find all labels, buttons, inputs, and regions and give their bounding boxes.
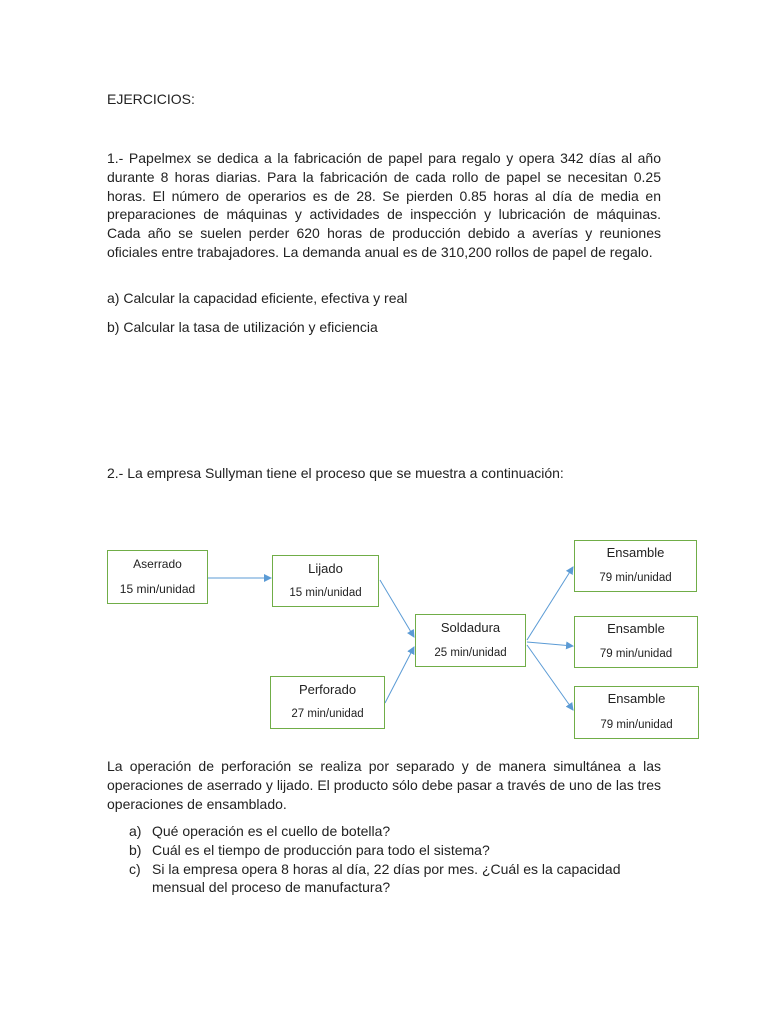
- ensamble-3-time: 79 min/unidad: [600, 719, 673, 731]
- box-perforado: [270, 676, 385, 729]
- ensamble-1-name: Ensamble: [606, 545, 665, 560]
- box-soldadura: [415, 614, 526, 667]
- question-b: [129, 841, 669, 860]
- box-aserrado: [107, 550, 208, 604]
- lijado-name: Lijado: [308, 561, 343, 576]
- question-c-marker: c): [129, 860, 141, 877]
- arrow-soldadura-ensamble-2: [527, 642, 573, 646]
- box-ensamble-1: [574, 540, 697, 592]
- arrow-perforado-soldadura: [385, 647, 414, 703]
- question-a-text: Qué operación es el cuello de botella?: [152, 823, 391, 839]
- exercises-heading: EJERCICIOS:: [107, 91, 195, 107]
- aserrado-name: Aserrado: [133, 557, 182, 571]
- lijado-time: 15 min/unidad: [289, 587, 362, 599]
- perforado-name: Perforado: [298, 682, 357, 697]
- perforado-time: 27 min/unidad: [291, 708, 364, 720]
- question-a: [129, 822, 669, 841]
- arrow-soldadura-ensamble-3: [527, 645, 573, 710]
- ensamble-2-name: Ensamble: [607, 621, 665, 636]
- ensamble-3-name: Ensamble: [607, 691, 666, 706]
- exercise-2-description: La operación de perforación se realiza por separado y de manera simultánea a las operaciones de aserrado y lijado. El producto sólo debe pasar a través de uno de las tres operaciones de ensamblado.: [107, 758, 661, 812]
- exercise-1-question-b: b) Calcular la tasa de utilización y eficiencia: [107, 319, 378, 335]
- box-lijado: [272, 555, 379, 607]
- arrow-soldadura-ensamble-1: [527, 567, 573, 640]
- exercise-1-text: 1.- Papelmex se dedica a la fabricación de papel para regalo y opera 342 días al año durante 8 horas diarias. Para la fabricación de cada rollo de papel se necesitan 0.25 horas. El número de operarios es de 28. Se pierden 0.85 horas al día de media en preparaciones de máquinas y actividades de inspección y lubricación de máquinas. Cada año se suelen perder 620 horas de producción debido a averías y reuniones oficiales entre trabajadores. La demanda anual es de 310,200 rollos de papel de regalo.: [107, 150, 661, 260]
- question-c-text: Si la empresa opera 8 horas al día, 22 días por mes. ¿Cuál es la capacidad mensual del proceso de manufactura?: [152, 860, 621, 896]
- question-b-text: Cuál es el tiempo de producción para todo el sistema?: [152, 841, 490, 858]
- exercise-2-questions: [129, 822, 669, 897]
- question-c: [129, 860, 669, 898]
- exercise-1-question-a: a) Calcular la capacidad eficiente, efectiva y real: [107, 290, 408, 306]
- ensamble-2-time: 79 min/unidad: [599, 648, 673, 660]
- box-ensamble-3: [574, 686, 699, 739]
- aserrado-time: 15 min/unidad: [119, 582, 196, 596]
- ensamble-1-time: 79 min/unidad: [599, 572, 672, 584]
- soldadura-time: 25 min/unidad: [434, 647, 507, 659]
- question-b-marker: b): [129, 841, 142, 858]
- soldadura-name: Soldadura: [440, 620, 501, 635]
- question-a-marker: a): [129, 823, 142, 839]
- box-ensamble-2: [574, 616, 698, 668]
- arrow-lijado-soldadura: [380, 580, 414, 637]
- exercise-2-intro: 2.- La empresa Sullyman tiene el proceso que se muestra a continuación:: [107, 465, 564, 481]
